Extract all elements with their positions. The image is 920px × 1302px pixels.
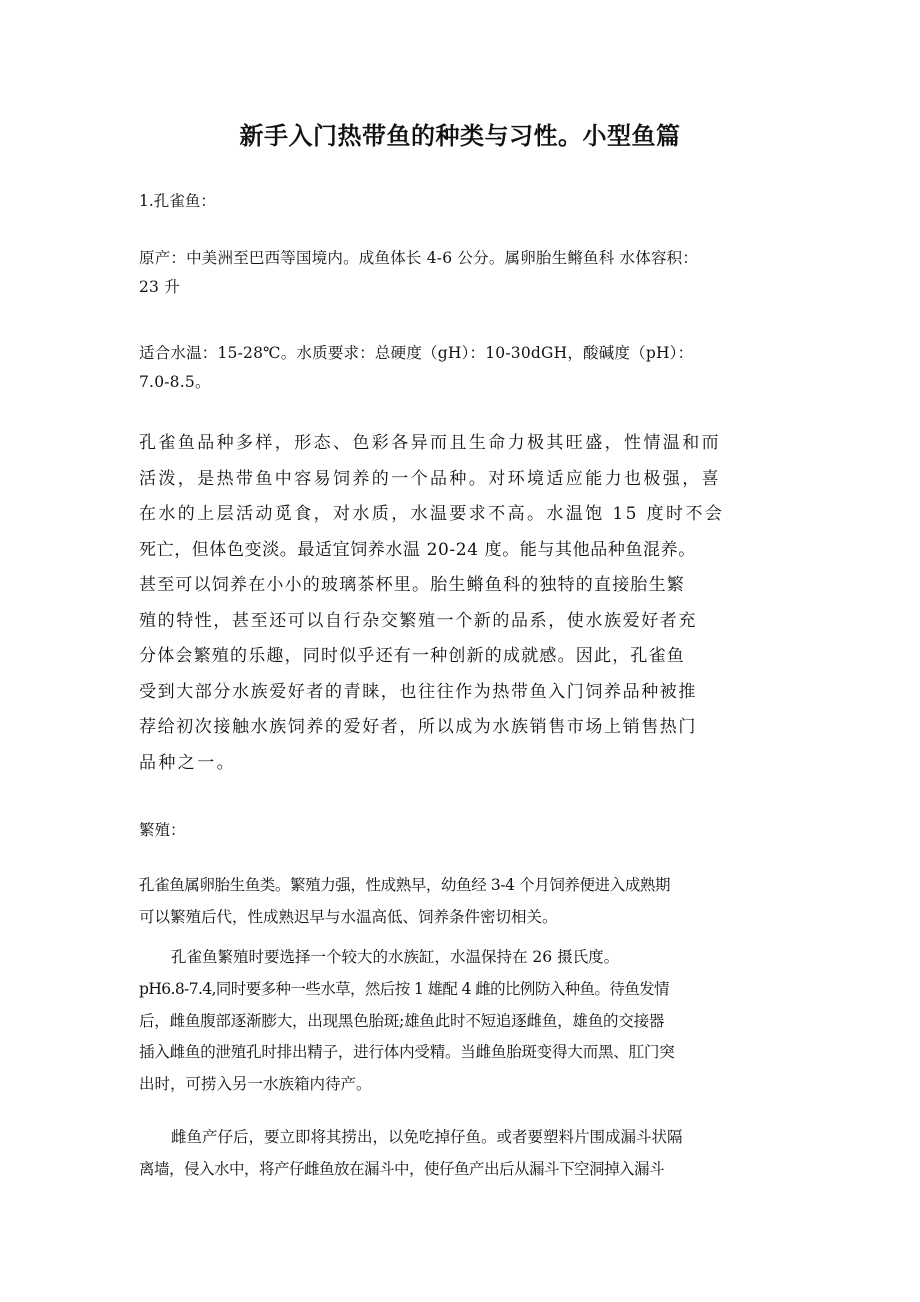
text-line: 孔雀鱼品种多样，形态、色彩各异而且生命力极其旺盛，性情温和而 [139,433,721,453]
text-line: 7.0-8.5。 [139,373,211,391]
text-line: 23 升 [139,278,180,296]
text-line: 出时，可捞入另一水族箱内待产。 [139,1075,372,1094]
section-heading-text: 1.孔雀鱼： [139,192,216,210]
origin-paragraph [139,244,782,302]
text-line: 孔雀鱼繁殖时要选择一个较大的水族缸，水温保持在 26 摄氏度。 [171,948,620,966]
section-heading-text: 繁殖： [139,821,186,839]
text-line: 分体会繁殖的乐趣，同时似乎还有一种创新的成就感。因此，孔雀鱼 [139,646,685,666]
text-line: 受到大部分水族爱好者的青睐，也往往作为热带鱼入门饲养品种被推 [139,681,697,702]
text-line: 后，雌鱼腹部逐渐膨大，出现黑色胎斑;雄鱼此时不短追逐雌鱼，雄鱼的交接器 [139,1011,665,1030]
text-line: 甚至可以饲养在小小的玻璃茶杯里。胎生鳉鱼科的独特的直接胎生繁 [139,575,685,595]
section-heading-guppy [139,187,782,216]
text-line: 孔雀鱼属卵胎生鱼类。繁殖力强，性成熟早，幼鱼经 3-4 个月饲养便进入成熟期 [139,876,671,894]
text-line: 死亡，但体色变淡。最适宜饲养水温 20-24 度。能与其他品种鱼混养。 [139,539,696,560]
text-line: 离墙，侵入水中，将产仔雌鱼放在漏斗中，使仔鱼产出后从漏斗下空洞掉入漏斗 [139,1159,665,1178]
water-paragraph [139,339,782,397]
breeding-paragraph-2 [139,942,782,1101]
text-line: pH6.8-7.4,同时要多种一些水草，然后按 1 雄配 4 雌的比例防入种鱼。待鱼发情 [139,979,669,998]
text-line: 殖的特性，甚至还可以自行杂交繁殖一个新的品系，使水族爱好者充 [139,610,697,631]
text-line: 在水的上层活动觅食，对水质，水温要求不高。水温饱 15 度时不会 [139,504,725,524]
text-line: 可以繁殖后代，性成熟迟早与水温高低、饲养条件密切相关。 [139,907,558,926]
text-line: 雌鱼产仔后，要立即将其捞出，以免吃掉仔鱼。或者要塑料片围成漏斗状隔 [171,1128,683,1146]
text-line: 插入雌鱼的泄殖孔时排出精子，进行体内受精。当雌鱼胎斑变得大而黑、肛门突 [139,1043,675,1062]
document-title: 新手入门热带鱼的种类与习性。小型鱼篇 [239,122,681,150]
text-line: 原产：中美洲至巴西等国境内。成鱼体长 4-6 公分。属卵胎生鳉鱼科 水体容积： [139,249,699,267]
text-line: 品种之一。 [139,752,236,773]
text-line: 荐给初次接触水族饲养的爱好者，所以成为水族销售市场上销售热门 [139,717,697,737]
breeding-paragraph-3 [139,1122,782,1186]
breeding-heading [139,816,782,845]
text-line: 活泼，是热带鱼中容易饲养的一个品种。对环境适应能力也极强，喜 [139,468,721,489]
breeding-intro-paragraph [139,870,782,934]
description-paragraph [139,426,782,781]
text-line: 适合水温：15-28℃。水质要求：总硬度（gH）：10-30dGH，酸碱度（pH）： [139,344,694,362]
